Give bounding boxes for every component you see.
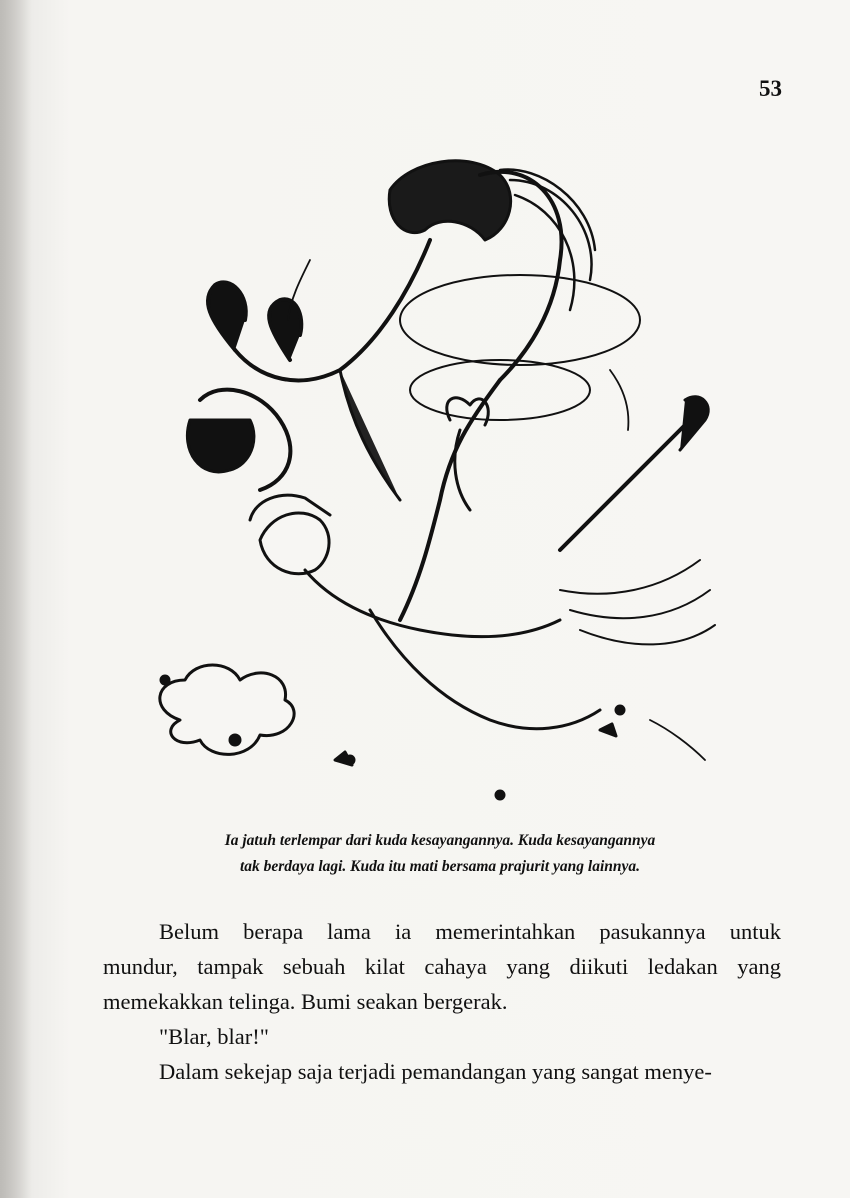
text-line: Belum berapa lama ia memerintahkan pasukannya untuk [159,919,781,944]
caption-line: Ia jatuh terlempar dari kuda kesayangannya. Kuda kesayangannya [224,832,656,849]
paragraph: "Blar, blar!" [159,1024,269,1049]
paragraph [103,914,781,1019]
body-text [103,914,781,1089]
paragraph: Dalam sekejap saja terjadi pemandangan yang sangat menye- [159,1059,712,1084]
rearing-horse-fallen-rider-illustration [140,120,740,820]
caption-line: tak berdaya lagi. Kuda itu mati bersama prajurit yang lainnya. [239,858,641,875]
text-line: memekakkan telinga. Bumi seakan bergerak. [103,989,508,1014]
illustration-caption [120,828,760,880]
page-number: 53 [759,76,782,101]
text-line: mundur, tampak sebuah kilat cahaya yang diikuti ledakan yang [103,954,781,979]
binding-shadow [0,0,32,1198]
